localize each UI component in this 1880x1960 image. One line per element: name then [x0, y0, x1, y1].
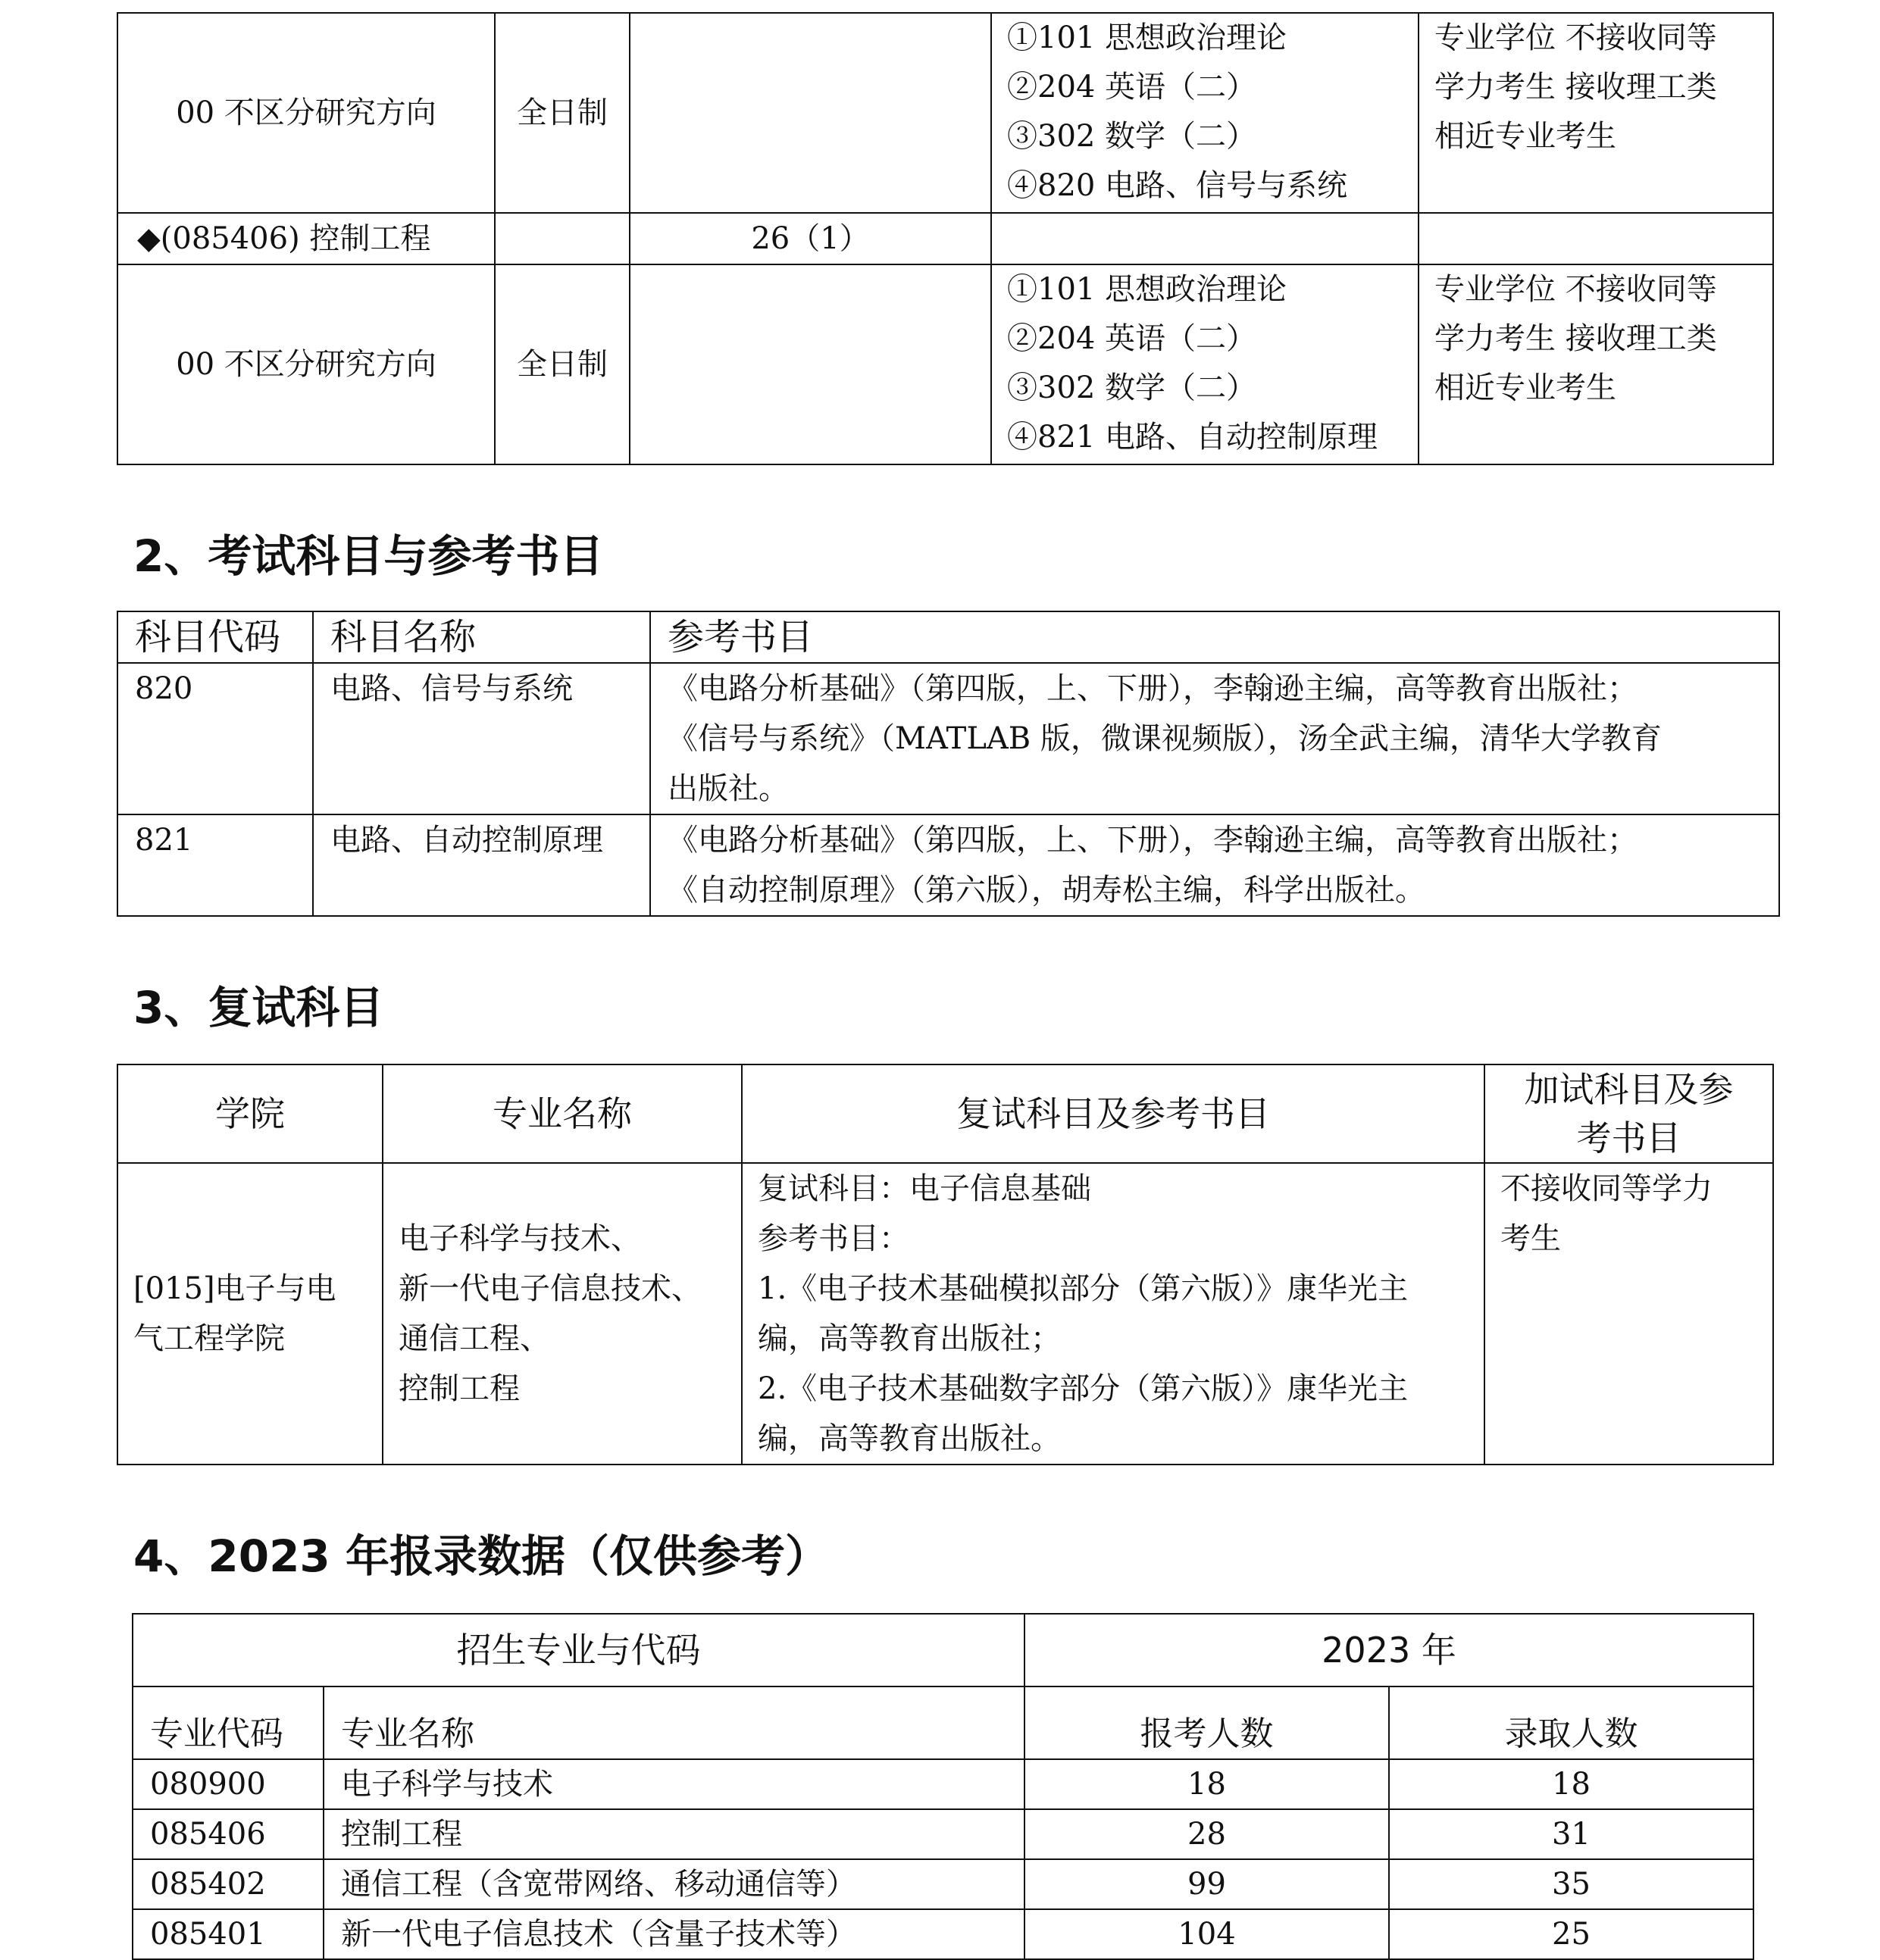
- book-line: 《电路分析基础》（第四版，上、下册），李翰逊主编，高等教育出版社；: [668, 671, 1638, 706]
- applied-count: 18: [1024, 1759, 1389, 1809]
- header-line: 加试科目及参: [1524, 1069, 1734, 1110]
- column-header: 录取人数: [1389, 1686, 1753, 1759]
- subject-line: ④821 电路、自动控制原理: [1007, 420, 1378, 455]
- table-row: [117, 814, 1779, 916]
- empty-cell: [991, 213, 1419, 264]
- table-row: [133, 1809, 1753, 1859]
- reference-books: [650, 814, 1779, 916]
- majors-cell: [383, 1163, 742, 1465]
- table-group-header: [133, 1614, 1753, 1686]
- major-line: 电子科学与技术、: [399, 1221, 641, 1256]
- subject-line: ③302 数学（二）: [1007, 119, 1257, 154]
- study-mode: 全日制: [495, 13, 630, 213]
- remarks: [1419, 264, 1773, 464]
- major-label: ◆(085406) 控制工程: [117, 213, 495, 264]
- major-row: [117, 213, 1773, 264]
- major-name: 电子科学与技术: [324, 1759, 1024, 1809]
- research-direction: 00 不区分研究方向: [117, 13, 495, 213]
- remark-line: 学力考生 接收理工类: [1434, 321, 1717, 356]
- program-table: [117, 12, 1774, 465]
- column-header: 专业名称: [324, 1686, 1024, 1759]
- table-header: [117, 611, 1779, 663]
- column-header: 复试科目及参考书目: [742, 1064, 1484, 1163]
- extra-line: 考生: [1500, 1221, 1561, 1256]
- subject-line: ①101 思想政治理论: [1007, 272, 1287, 307]
- header-line: 考书目: [1576, 1118, 1681, 1158]
- extra-exam-cell: [1484, 1163, 1773, 1465]
- remark-line: 专业学位 不接收同等: [1434, 272, 1717, 307]
- retest-line: 复试科目：电子信息基础: [758, 1171, 1091, 1206]
- applied-count: 104: [1024, 1909, 1389, 1959]
- major-code: 085406: [133, 1809, 324, 1859]
- admitted-count: 35: [1389, 1859, 1753, 1909]
- admission-stats-table: [132, 1613, 1754, 1960]
- major-name: 控制工程: [324, 1809, 1024, 1859]
- applied-count: 99: [1024, 1859, 1389, 1909]
- admitted-count: 31: [1389, 1809, 1753, 1859]
- table-row: [133, 1759, 1753, 1809]
- college-line: [015]电子与电: [133, 1271, 336, 1306]
- major-line: 新一代电子信息技术、: [399, 1271, 702, 1306]
- column-header: 参考书目: [650, 611, 1779, 663]
- subject-code: 821: [117, 814, 313, 916]
- college-line: 气工程学院: [133, 1321, 285, 1356]
- extra-line: 不接收同等学力: [1500, 1171, 1713, 1206]
- book-line: 出版社。: [668, 771, 789, 806]
- book-line: 《电路分析基础》（第四版，上、下册），李翰逊主编，高等教育出版社；: [668, 823, 1638, 858]
- remark-line: 学力考生 接收理工类: [1434, 70, 1717, 105]
- major-line: 控制工程: [399, 1371, 520, 1406]
- retest-line: 参考书目：: [758, 1221, 909, 1256]
- book-line: 《自动控制原理》（第六版），胡寿松主编，科学出版社。: [668, 873, 1425, 908]
- subject-name: 电路、信号与系统: [313, 663, 650, 814]
- remark-line: 相近专业考生: [1434, 119, 1616, 154]
- exam-subjects: [991, 264, 1419, 464]
- retest-line: 1.《电子技术基础模拟部分（第六版）》康华光主: [758, 1271, 1409, 1306]
- column-header: 科目代码: [117, 611, 313, 663]
- group-header: 招生专业与代码: [133, 1614, 1024, 1686]
- empty-cell: [1419, 213, 1773, 264]
- subject-code: 820: [117, 663, 313, 814]
- remarks: [1419, 13, 1773, 213]
- subject-line: ②204 英语（二）: [1007, 70, 1257, 105]
- column-header: 报考人数: [1024, 1686, 1389, 1759]
- major-line: 通信工程、: [399, 1321, 550, 1356]
- reference-books: [650, 663, 1779, 814]
- exam-subjects: [991, 13, 1419, 213]
- book-line: 《信号与系统》（MATLAB 版，微课视频版），汤全武主编，清华大学教育: [668, 721, 1662, 756]
- table-header: [117, 1064, 1773, 1163]
- section-heading: 4、2023 年报录数据（仅供参考）: [133, 1530, 829, 1582]
- applied-count: 28: [1024, 1809, 1389, 1859]
- subject-line: ②204 英语（二）: [1007, 321, 1257, 356]
- remark-line: 专业学位 不接收同等: [1434, 20, 1717, 55]
- remark-line: 相近专业考生: [1434, 370, 1616, 405]
- research-direction: 00 不区分研究方向: [117, 264, 495, 464]
- exam-subjects-table: [117, 611, 1780, 917]
- quota-cell: [630, 13, 991, 213]
- table-row: [117, 1163, 1773, 1465]
- retest-line: 编，高等教育出版社；: [758, 1321, 1061, 1356]
- study-mode: 全日制: [495, 264, 630, 464]
- column-header: 科目名称: [313, 611, 650, 663]
- table-row: [117, 13, 1773, 213]
- subject-name: 电路、自动控制原理: [313, 814, 650, 916]
- retest-cell: [742, 1163, 1484, 1465]
- subject-line: ④820 电路、信号与系统: [1007, 168, 1348, 203]
- column-header: 学院: [117, 1064, 383, 1163]
- retest-table: [117, 1064, 1774, 1465]
- group-header: 2023 年: [1024, 1614, 1753, 1686]
- empty-cell: [495, 213, 630, 264]
- column-header: 专业代码: [133, 1686, 324, 1759]
- major-code: 080900: [133, 1759, 324, 1809]
- major-name: 通信工程（含宽带网络、移动通信等）: [324, 1859, 1024, 1909]
- subject-line: ①101 思想政治理论: [1007, 20, 1287, 55]
- major-name: 新一代电子信息技术（含量子技术等）: [324, 1909, 1024, 1959]
- column-header: [1484, 1064, 1773, 1163]
- section-heading: 2、考试科目与参考书目: [133, 530, 604, 582]
- admitted-count: 18: [1389, 1759, 1753, 1809]
- table-row: [117, 264, 1773, 464]
- quota-cell: 26（1）: [630, 213, 991, 264]
- section-heading: 3、复试科目: [133, 982, 384, 1033]
- subject-line: ③302 数学（二）: [1007, 370, 1257, 405]
- table-row: [117, 663, 1779, 814]
- table-row: [133, 1859, 1753, 1909]
- table-row: [133, 1909, 1753, 1959]
- retest-line: 编，高等教育出版社。: [758, 1421, 1061, 1456]
- major-code: 085402: [133, 1859, 324, 1909]
- retest-line: 2.《电子技术基础数字部分（第六版）》康华光主: [758, 1371, 1409, 1406]
- quota-cell: [630, 264, 991, 464]
- college-cell: [117, 1163, 383, 1465]
- major-code: 085401: [133, 1909, 324, 1959]
- admitted-count: 25: [1389, 1909, 1753, 1959]
- table-header: [133, 1686, 1753, 1759]
- column-header: 专业名称: [383, 1064, 742, 1163]
